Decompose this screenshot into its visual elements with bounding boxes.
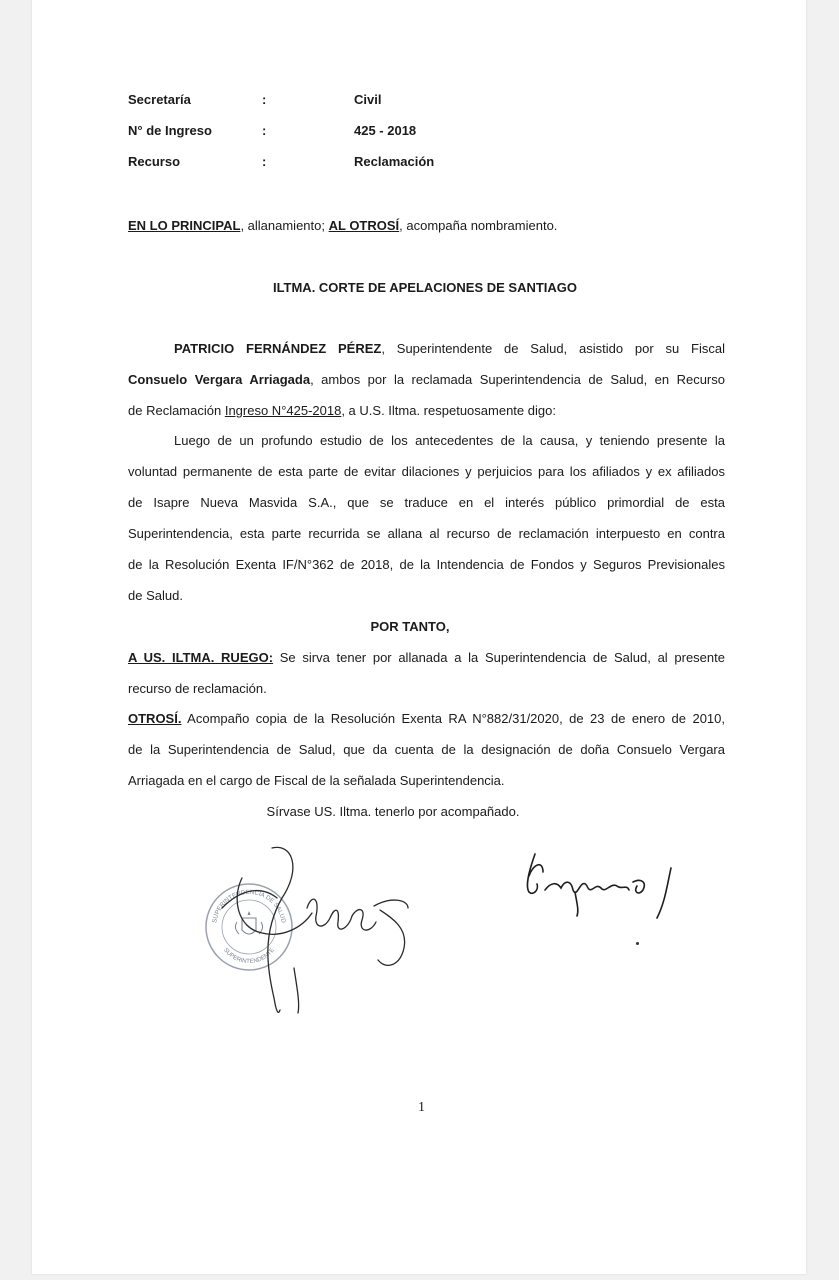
- otrosi-line-3: Arriagada en el cargo de Fiscal de la señalada Superintendencia.: [128, 773, 505, 788]
- body-line-6: de Salud.: [128, 588, 183, 603]
- summary-line: [128, 218, 725, 233]
- intro-line-1: [128, 341, 725, 356]
- seal-top-text: SUPERINTENDENCIA DE SALUD: [211, 888, 287, 924]
- seal-bottom-text: SUPERINTENDENTE: [222, 947, 276, 966]
- intro-text: de Reclamación: [128, 403, 225, 418]
- otrosi-label: OTROSÍ.: [128, 711, 182, 726]
- principal-text: , allanamiento;: [240, 218, 329, 233]
- fiscal-name: Consuelo Vergara Arriagada: [128, 372, 311, 387]
- ruego-text: Se sirva tener por allanada a la Superintendencia de Salud, al presente: [273, 650, 725, 665]
- closing-line: Sírvase US. Iltma. tenerlo por acompañado.: [266, 804, 520, 819]
- body-line-4: Superintendencia, esta parte recurrida se allana al recurso de reclamación interpuesto en contra: [128, 526, 725, 541]
- ingreso-reference: Ingreso N°425-2018: [224, 403, 342, 418]
- header-label: N° de Ingreso: [128, 123, 212, 138]
- intro-line-2: [128, 372, 725, 387]
- superintendent-signature: [202, 838, 432, 1018]
- por-tanto-heading: POR TANTO,: [370, 619, 450, 634]
- petitioner-name: PATRICIO FERNÁNDEZ PÉREZ: [174, 341, 382, 356]
- ink-dot: [636, 942, 639, 945]
- intro-text: , a U.S. Iltma. respetuosamente digo:: [341, 403, 556, 418]
- fiscal-signature: [517, 846, 687, 926]
- header-colon: :: [262, 92, 267, 107]
- header-label: Secretaría: [128, 92, 191, 107]
- header-colon: :: [262, 123, 267, 138]
- body-line-5: de la Resolución Exenta IF/N°362 de 2018, de la Intendencia de Fondos y Seguros Previsionales: [128, 557, 725, 572]
- header-value: Reclamación: [354, 154, 435, 169]
- body-line-3: de Isapre Nueva Masvida S.A., que se traduce en el interés público primordial de esta: [128, 495, 725, 510]
- document-page: [32, 0, 806, 1274]
- principal-heading: EN LO PRINCIPAL: [128, 218, 241, 233]
- otrosi-line-2: de la Superintendencia de Salud, que da cuenta de la designación de doña Consuelo Vergara: [128, 742, 725, 757]
- body-line-2: voluntad permanente de esta parte de evitar dilaciones y perjuicios para los afiliados y ex afiliados: [128, 464, 725, 479]
- header-value: Civil: [354, 92, 382, 107]
- ruego-line-1: [128, 650, 725, 665]
- intro-line-3: [128, 403, 725, 418]
- otrosi-text: , acompaña nombramiento.: [399, 218, 558, 233]
- ruego-label: A US. ILTMA. RUEGO:: [128, 650, 274, 665]
- otrosi-line-1: [128, 711, 725, 726]
- header-colon: :: [262, 154, 267, 169]
- court-title: ILTMA. CORTE DE APELACIONES DE SANTIAGO: [272, 280, 578, 295]
- otrosi-heading: AL OTROSÍ: [328, 218, 400, 233]
- header-value: 425 - 2018: [354, 123, 417, 138]
- body-line-1: Luego de un profundo estudio de los antecedentes de la causa, y teniendo presente la: [174, 433, 725, 448]
- page-number: 1: [418, 1100, 425, 1115]
- intro-text: , ambos por la reclamada Superintendencia de Salud, en Recurso: [310, 372, 725, 387]
- ruego-line-2: recurso de reclamación.: [128, 681, 267, 696]
- intro-text: , Superintendente de Salud, asistido por su Fiscal: [381, 341, 725, 356]
- otrosi-text: Acompaño copia de la Resolución Exenta RA N°882/31/2020, de 23 de enero de 2010,: [181, 711, 725, 726]
- header-label: Recurso: [128, 154, 181, 169]
